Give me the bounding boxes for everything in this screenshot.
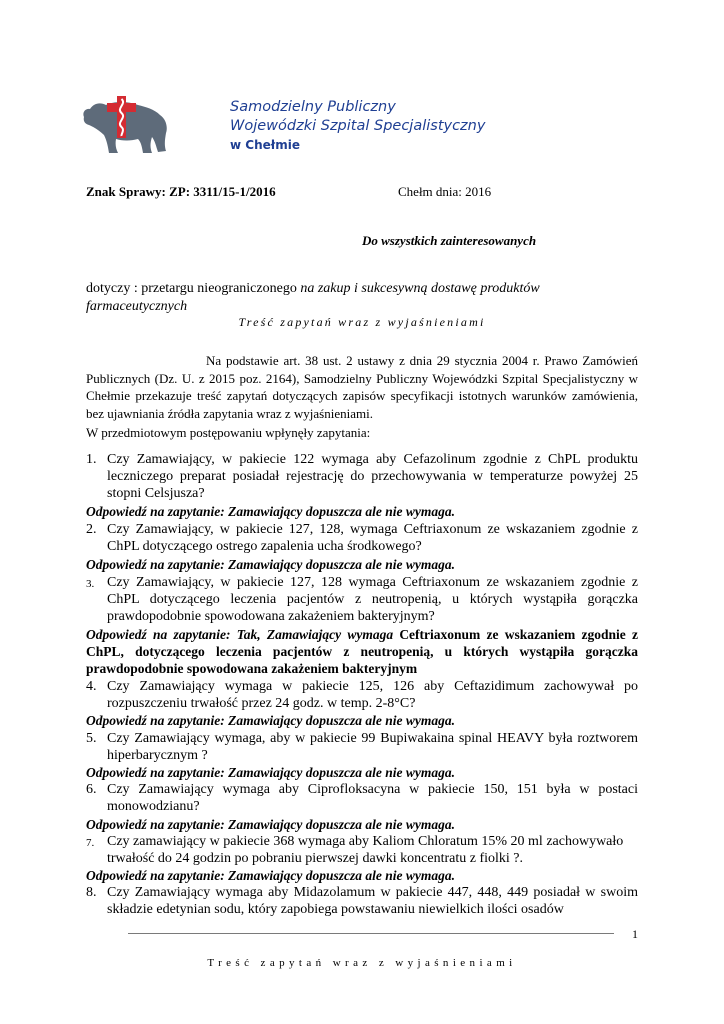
question-text: Czy Zamawiający wymaga aby Midazolamum w pakiecie 447, 448, 449 posiadał w swoim składzie edetynian sodu, który zapobiega powstawaniu niewielkich ilości osadów xyxy=(107,885,638,917)
answer-2: Odpowiedź na zapytanie: Zamawiający dopuszcza ale nie wymaga. xyxy=(86,557,455,572)
footer-divider xyxy=(128,933,614,934)
answer-3-lead: Odpowiedź na zapytanie: Tak, Zamawiający wymaga xyxy=(86,627,400,642)
question-text: Czy Zamawiający, w pakiecie 122 wymaga aby Cefazolinum zgodnie z ChPL produktu leczniczego preparat posiadał rejestrację do przechowywania w temperaturze powyżej 25 stopni Celsjusza? xyxy=(107,452,638,501)
question-8 xyxy=(86,884,638,918)
answer-6: Odpowiedź na zapytanie: Zamawiający dopuszcza ale nie wymaga. xyxy=(86,817,455,832)
answer-1: Odpowiedź na zapytanie: Zamawiający dopuszcza ale nie wymaga. xyxy=(86,504,455,519)
footer-text: Treść zapytań wraz z wyjaśnieniami xyxy=(207,957,517,969)
question-number: 3. xyxy=(86,578,95,590)
hospital-name-line3: w Chełmie xyxy=(230,138,300,152)
subject xyxy=(86,280,626,316)
question-number: 7. xyxy=(86,837,95,849)
answer-3 xyxy=(86,626,638,677)
question-text: Czy Zamawiający, w pakiecie 127, 128 wymaga Ceftriaxonum ze wskazaniem zgodnie z ChPL dotyczącego leczenia pacjentów z neutropenią, u których wystąpiła gorączka prawdopodobnie spowodowana zakażeniem bakteryjnym? xyxy=(107,575,638,624)
subtitle: Treść zapytań wraz z wyjaśnieniami xyxy=(238,315,486,329)
question-number: 5. xyxy=(86,731,97,746)
question-text: Czy Zamawiający wymaga, aby w pakiecie 99 Bupiwakaina spinal HEAVY była roztworem hiperbarycznym ? xyxy=(107,731,638,763)
answer-5: Odpowiedź na zapytanie: Zamawiający dopuszcza ale nie wymaga. xyxy=(86,765,455,780)
cross-vertical xyxy=(117,96,126,138)
question-number: 2. xyxy=(86,522,97,537)
page-number: 1 xyxy=(632,927,638,941)
question-number: 4. xyxy=(86,679,97,694)
subject-title: na zakup i sukcesywną dostawę produktów farmaceutycznych xyxy=(86,281,540,314)
question-number: 1. xyxy=(86,452,97,467)
question-text: Czy zamawiający w pakiecie 368 wymaga aby Kaliom Chloratum 15% 20 ml zachowywało trwałość do 24 godzin po pobraniu pierwszej dawki koncentratu z fiolki ?. xyxy=(107,834,624,866)
question-4 xyxy=(86,678,638,712)
question-5 xyxy=(86,730,638,764)
answer-3-detail: Ceftriaxonum ze wskazaniem zgodnie z ChPL, dotyczącego leczenia pacjentów z neutropenią, u których wystąpiła gorączka prawdopodobnie spowodowana zakażeniem bakteryjnym xyxy=(86,627,638,676)
question-6 xyxy=(86,781,638,815)
question-3 xyxy=(86,574,638,625)
question-2 xyxy=(86,521,638,555)
question-7 xyxy=(86,833,638,867)
intro-paragraph: Na podstawie art. 38 ust. 2 ustawy z dnia 29 stycznia 2004 r. Prawo Zamówień Publicznych (Dz. U. z 2015 poz. 2164), Samodzielny Publiczny Wojewódzki Szpital Specjalistyczny w Chełmie przekazuje treść zapytań dotyczących zapisów specyfikacji istotnych warunków zamówienia, bez ujawniania źródła zapytania wraz z wyjaśnieniami. xyxy=(86,353,638,421)
answer-7: Odpowiedź na zapytanie: Zamawiający dopuszcza ale nie wymaga. xyxy=(86,868,455,883)
subject-prefix: dotyczy : przetargu nieograniczonego xyxy=(86,281,301,296)
question-text: Czy Zamawiający, w pakiecie 127, 128, wymaga Ceftriaxonum ze wskazaniem zgodnie z ChPL dotyczącego ostrego zapalenia ucha środkowego? xyxy=(107,522,638,554)
hospital-logo xyxy=(80,93,170,157)
question-text: Czy Zamawiający wymaga aby Ciprofloksacyna w pakiecie 150, 151 była w postaci monowodzianu? xyxy=(107,782,638,814)
question-1 xyxy=(86,451,638,502)
question-number: 6. xyxy=(86,782,97,797)
case-number: Znak Sprawy: ZP: 3311/15-1/2016 xyxy=(86,184,276,199)
question-number: 8. xyxy=(86,885,97,900)
hospital-name-line2: Wojewódzki Szpital Specjalistyczny xyxy=(230,118,486,134)
hospital-name-line1: Samodzielny Publiczny xyxy=(230,99,396,115)
answer-4: Odpowiedź na zapytanie: Zamawiający dopuszcza ale nie wymaga. xyxy=(86,713,455,728)
place-date: Chełm dnia: 2016 xyxy=(398,184,492,199)
addressee: Do wszystkich zainteresowanych xyxy=(362,233,537,248)
question-text: Czy Zamawiający wymaga w pakiecie 125, 126 aby Ceftazidimum zachowywał po rozpuszczeniu trwałość przez 24 godz. w temp. 2-8°C? xyxy=(107,679,638,711)
received-line: W przedmiotowym postępowaniu wpłynęły zapytania: xyxy=(86,425,371,440)
